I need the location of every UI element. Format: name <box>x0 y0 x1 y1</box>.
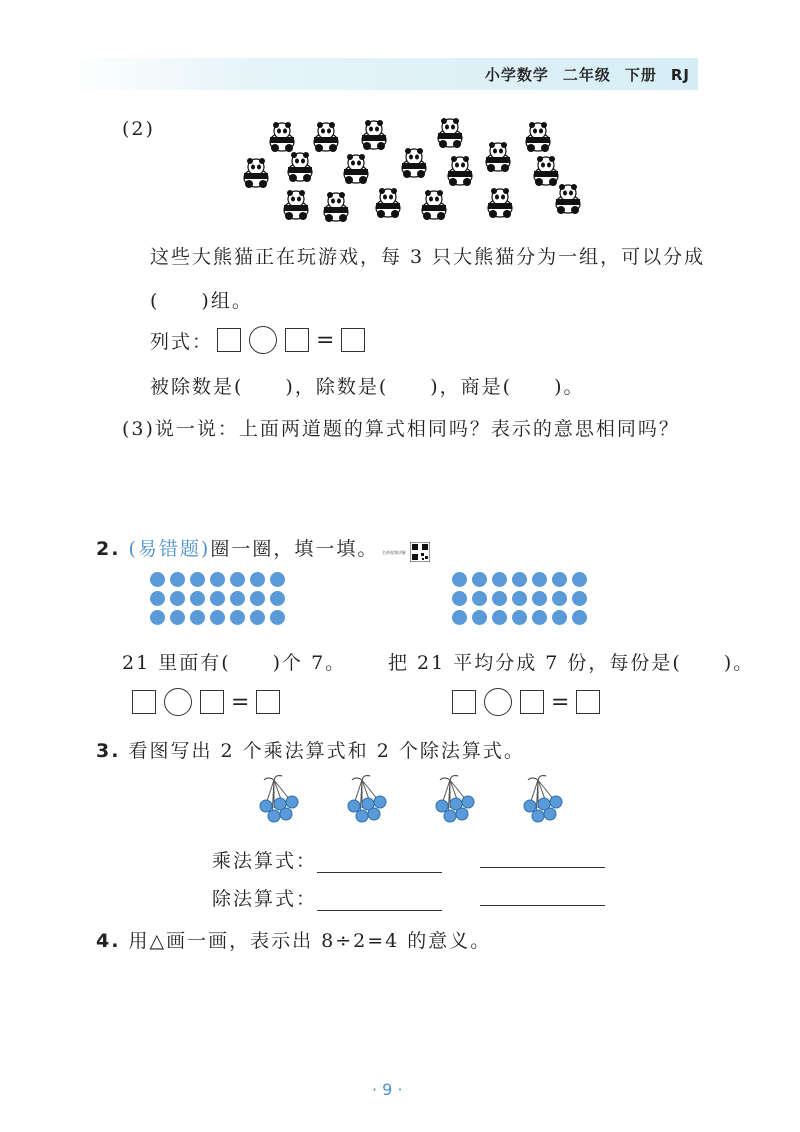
q3-heading <box>96 736 525 763</box>
dot <box>532 572 547 587</box>
berry-bunch <box>348 776 386 823</box>
dot <box>250 572 265 587</box>
dot-array-left <box>150 572 285 625</box>
header-edition: RJ <box>670 66 690 84</box>
q2-left-text: 21 里面有( )个 7。 <box>122 652 347 674</box>
dot <box>270 591 285 606</box>
q1-part3-text: (3)说一说：上面两道题的算式相同吗？表示的意思相同吗？ <box>122 418 680 440</box>
dot <box>150 591 165 606</box>
q3-number: 3. <box>96 740 121 762</box>
dot <box>572 591 587 606</box>
divisor-box[interactable] <box>285 328 309 352</box>
dot <box>452 591 467 606</box>
mult-label: 乘法算式： <box>212 850 318 872</box>
div-answer-line-2[interactable] <box>480 904 605 906</box>
dot <box>210 610 225 625</box>
operator-circle[interactable] <box>249 326 277 354</box>
dot <box>170 591 185 606</box>
berry-illustration <box>250 770 580 830</box>
dot <box>572 572 587 587</box>
dot <box>170 610 185 625</box>
formula-label: 列式： <box>150 330 214 353</box>
dot <box>512 572 527 587</box>
dot <box>210 572 225 587</box>
formula-box[interactable] <box>520 690 544 714</box>
dot <box>472 572 487 587</box>
dot <box>512 591 527 606</box>
dividend-box[interactable] <box>217 328 241 352</box>
q1-formula-row <box>150 326 365 354</box>
div-label: 除法算式： <box>212 888 318 910</box>
dot <box>230 591 245 606</box>
q4-heading <box>96 926 491 953</box>
qr-caption: 名师视频讲解 <box>382 549 406 555</box>
operator-circle[interactable] <box>484 688 512 716</box>
q4-number: 4. <box>96 930 121 952</box>
q1-part2-text-line2: ( )组。 <box>150 290 253 312</box>
dot <box>190 591 205 606</box>
dot <box>472 591 487 606</box>
q2-tag: (易错题) <box>128 538 211 560</box>
page-number: · 9 · <box>372 1080 403 1099</box>
dot <box>170 572 185 587</box>
berry-bunch <box>260 776 298 823</box>
equals-sign: = <box>551 689 570 715</box>
dot <box>492 572 507 587</box>
mult-answer-line-2[interactable] <box>480 866 605 868</box>
q2-heading <box>96 534 378 561</box>
dot <box>250 591 265 606</box>
dot <box>150 572 165 587</box>
berry-bunch <box>524 776 562 823</box>
qr-code-block[interactable] <box>382 542 430 562</box>
q2-instruction: 圈一圈，填一填。 <box>210 538 379 560</box>
equals-sign: = <box>316 327 335 353</box>
panda-group <box>244 118 580 222</box>
quotient-box[interactable] <box>341 328 365 352</box>
header-subject: 小学数学 <box>484 66 549 84</box>
dot <box>452 610 467 625</box>
formula-box[interactable] <box>452 690 476 714</box>
dot <box>190 610 205 625</box>
q2-number: 2. <box>96 538 121 560</box>
formula-box[interactable] <box>256 690 280 714</box>
dot <box>230 572 245 587</box>
dot <box>512 610 527 625</box>
dot <box>472 610 487 625</box>
dot <box>532 610 547 625</box>
q4-instruction: 用△画一画，表示出 8÷2=4 的意义。 <box>128 930 492 952</box>
dot <box>270 610 285 625</box>
dot <box>552 591 567 606</box>
qr-code-icon <box>410 542 430 562</box>
mult-answer-line-1[interactable] <box>317 871 442 873</box>
q1-part2-text-line1: 这些大熊猫正在玩游戏，每 3 只大熊猫分为一组，可以分成 <box>150 246 706 268</box>
dot <box>230 610 245 625</box>
dot <box>492 610 507 625</box>
dot <box>190 572 205 587</box>
formula-box[interactable] <box>200 690 224 714</box>
div-row <box>212 884 442 911</box>
berry-bunch <box>436 776 474 823</box>
dot <box>572 610 587 625</box>
div-answer-line-1[interactable] <box>317 909 442 911</box>
mult-row <box>212 846 442 873</box>
q2-right-text: 把 21 平均分成 7 份，每份是( )。 <box>388 652 755 674</box>
header-grade: 二年级 <box>562 66 611 84</box>
equals-sign: = <box>231 689 250 715</box>
dot <box>250 610 265 625</box>
dot <box>150 610 165 625</box>
q1-components-text: 被除数是( )，除数是( )，商是( )。 <box>150 376 585 398</box>
formula-box[interactable] <box>132 690 156 714</box>
dot <box>452 572 467 587</box>
dot <box>532 591 547 606</box>
dot <box>492 591 507 606</box>
q3-instruction: 看图写出 2 个乘法算式和 2 个除法算式。 <box>128 740 525 762</box>
q2-formula-right <box>452 688 600 716</box>
dot <box>552 572 567 587</box>
operator-circle[interactable] <box>164 688 192 716</box>
dot-array-right <box>452 572 587 625</box>
header-term: 下册 <box>624 66 657 84</box>
formula-box[interactable] <box>576 690 600 714</box>
dot <box>270 572 285 587</box>
q2-formula-left <box>132 688 280 716</box>
dot <box>552 610 567 625</box>
dot <box>210 591 225 606</box>
q1-part2-label: (2) <box>122 118 155 140</box>
panda-illustration <box>238 118 590 228</box>
header-title <box>471 64 690 85</box>
